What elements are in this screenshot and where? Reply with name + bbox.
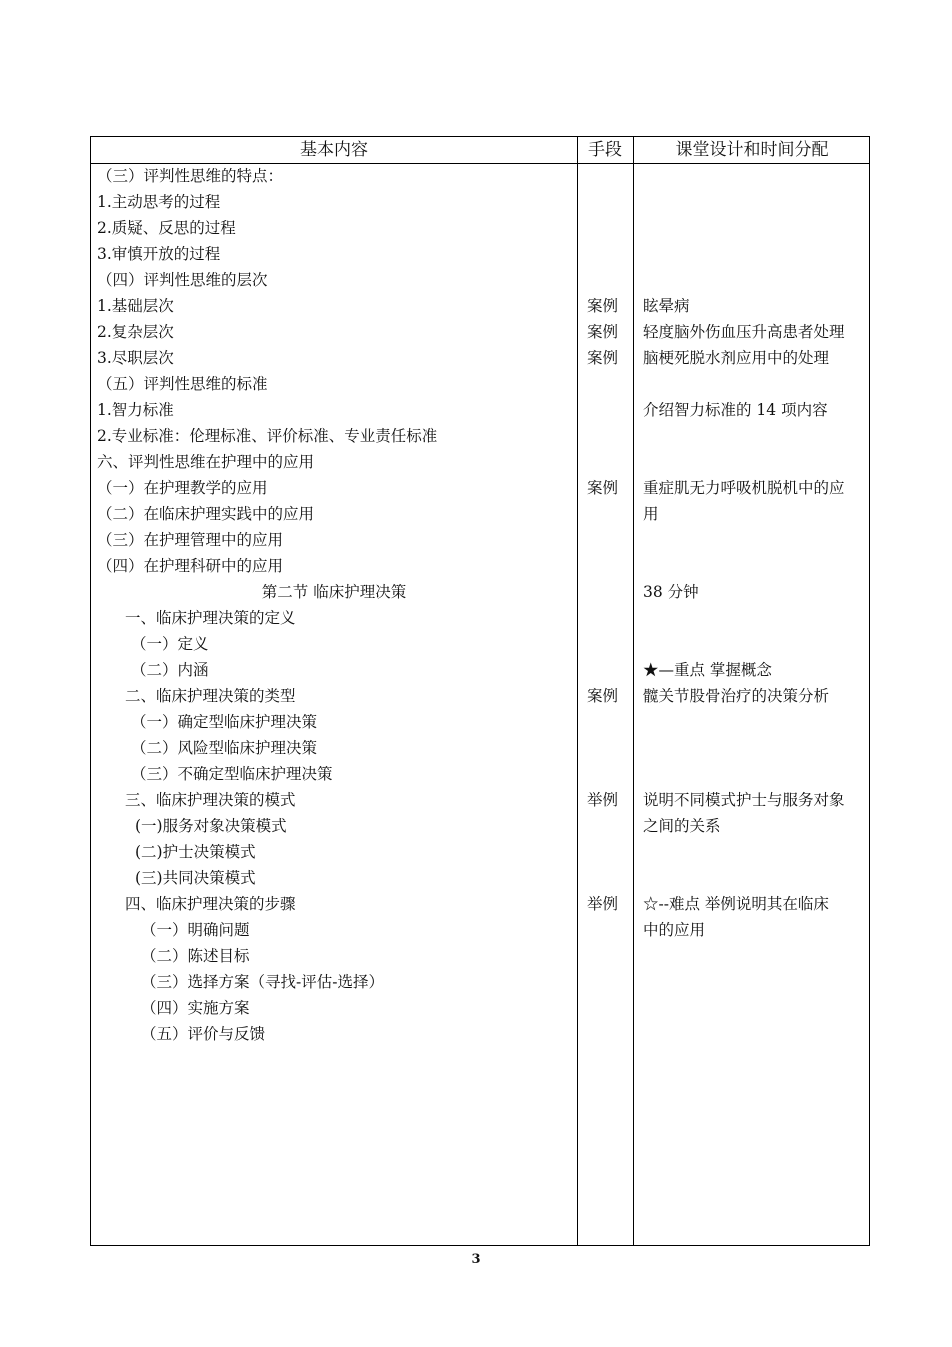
table-row — [91, 293, 871, 319]
section-heading: 第二节 临床护理决策 — [261, 583, 407, 601]
content-cell: （一）在护理教学的应用 — [97, 479, 268, 497]
design-cell — [643, 943, 869, 969]
design-cell — [643, 1021, 869, 1047]
table-row — [91, 995, 871, 1021]
table-row — [91, 397, 871, 423]
method-cell: 案例 — [587, 323, 619, 341]
content-cell: （一）定义 — [131, 635, 209, 653]
design-cell — [643, 215, 869, 241]
table-row — [91, 813, 871, 839]
method-cell — [587, 397, 631, 423]
design-cell: 重症肌无力呼吸机脱机中的应 — [643, 479, 845, 497]
method-cell — [587, 995, 631, 1021]
content-cell: 四、临床护理决策的步骤 — [125, 895, 296, 913]
design-cell — [643, 865, 869, 891]
design-cell: 说明不同模式护士与服务对象 — [643, 791, 845, 809]
header-content: 基本内容 — [300, 140, 368, 160]
method-cell — [587, 709, 631, 735]
design-cell — [643, 735, 869, 761]
table-row — [91, 371, 871, 397]
content-cell: （五）评价与反馈 — [141, 1025, 266, 1043]
method-cell — [587, 163, 631, 189]
design-cell — [643, 969, 869, 995]
content-cell: （三）不确定型临床护理决策 — [131, 765, 333, 783]
table-row — [91, 189, 871, 215]
table-row — [91, 241, 871, 267]
table-row — [91, 475, 871, 501]
table-row — [91, 917, 871, 943]
design-cell: ★—重点 掌握概念 — [643, 661, 772, 679]
table-row — [91, 735, 871, 761]
table-row — [91, 423, 871, 449]
design-cell: 用 — [643, 505, 659, 523]
method-cell — [587, 527, 631, 553]
table-row — [91, 761, 871, 787]
method-cell — [587, 839, 631, 865]
design-cell: 眩晕病 — [643, 297, 690, 315]
design-cell — [643, 423, 869, 449]
method-cell — [587, 761, 631, 787]
design-cell: 轻度脑外伤血压升高患者处理 — [643, 323, 845, 341]
method-cell — [587, 371, 631, 397]
method-cell: 案例 — [587, 687, 619, 705]
content-cell: （二）陈述目标 — [141, 947, 250, 965]
content-cell: 1.基础层次 — [97, 297, 174, 315]
content-cell: （三）在护理管理中的应用 — [97, 531, 284, 549]
table-row — [91, 215, 871, 241]
design-cell — [643, 241, 869, 267]
table-row — [91, 501, 871, 527]
method-cell: 案例 — [587, 297, 619, 315]
content-cell: （四）实施方案 — [141, 999, 250, 1017]
table-row — [91, 969, 871, 995]
design-cell — [643, 553, 869, 579]
method-cell — [587, 631, 631, 657]
content-cell: (一)服务对象决策模式 — [135, 817, 287, 835]
table-row — [91, 865, 871, 891]
table-row — [91, 657, 871, 683]
design-cell — [643, 631, 869, 657]
table-row — [91, 527, 871, 553]
table-row — [91, 787, 871, 813]
method-cell — [587, 189, 631, 215]
design-cell: 脑梗死脱水剂应用中的处理 — [643, 349, 830, 367]
design-cell: 38 分钟 — [643, 583, 699, 601]
header-design: 课堂设计和时间分配 — [675, 140, 829, 160]
content-cell: （二）风险型临床护理决策 — [131, 739, 318, 757]
table-row — [91, 163, 871, 189]
table-row — [91, 891, 871, 917]
design-cell — [643, 839, 869, 865]
design-cell: 介绍智力标准的 14 项内容 — [643, 401, 828, 419]
method-cell — [587, 267, 631, 293]
content-cell: 一、临床护理决策的定义 — [125, 609, 296, 627]
method-cell — [587, 241, 631, 267]
content-cell: (三)共同决策模式 — [135, 869, 256, 887]
method-cell — [587, 605, 631, 631]
table-row — [91, 449, 871, 475]
method-cell: 举例 — [587, 895, 619, 913]
method-cell — [587, 501, 631, 527]
method-cell — [587, 813, 631, 839]
table-row — [91, 1021, 871, 1047]
design-cell — [643, 709, 869, 735]
content-cell: (二)护士决策模式 — [135, 843, 256, 861]
content-cell: 1.主动思考的过程 — [97, 193, 221, 211]
table-row — [91, 605, 871, 631]
method-cell: 案例 — [587, 349, 619, 367]
content-cell: 3.尽职层次 — [97, 349, 174, 367]
content-cell: （一）明确问题 — [141, 921, 250, 939]
table-row — [91, 943, 871, 969]
method-cell — [587, 215, 631, 241]
design-cell — [643, 605, 869, 631]
content-cell: 2.专业标准：伦理标准、评价标准、专业责任标准 — [97, 427, 438, 445]
design-cell — [643, 449, 869, 475]
design-cell — [643, 267, 869, 293]
method-cell — [587, 423, 631, 449]
content-cell: 2.复杂层次 — [97, 323, 174, 341]
method-cell — [587, 917, 631, 943]
content-cell: （一）确定型临床护理决策 — [131, 713, 318, 731]
content-cell: 六、评判性思维在护理中的应用 — [97, 453, 315, 471]
method-cell — [587, 1021, 631, 1047]
method-cell: 举例 — [587, 791, 619, 809]
method-cell — [587, 449, 631, 475]
design-cell — [643, 995, 869, 1021]
content-cell: 3.审慎开放的过程 — [97, 245, 221, 263]
table-row — [91, 683, 871, 709]
table-row — [91, 267, 871, 293]
method-cell — [587, 943, 631, 969]
design-cell: 髋关节股骨治疗的决策分析 — [643, 687, 830, 705]
content-cell: （四）在护理科研中的应用 — [97, 557, 284, 575]
design-cell — [643, 189, 869, 215]
content-cell: （三）评判性思维的特点： — [97, 167, 284, 185]
method-cell — [587, 969, 631, 995]
content-cell: （五）评判性思维的标准 — [97, 375, 268, 393]
page-number: 3 — [471, 1252, 481, 1267]
design-cell: 中的应用 — [643, 921, 706, 939]
design-cell — [643, 371, 869, 397]
content-cell: 二、临床护理决策的类型 — [125, 687, 296, 705]
content-cell: 三、临床护理决策的模式 — [125, 791, 296, 809]
lesson-table — [90, 136, 870, 1246]
method-cell — [587, 579, 631, 605]
design-cell — [643, 527, 869, 553]
content-cell: 1.智力标准 — [97, 401, 174, 419]
method-cell — [587, 865, 631, 891]
design-cell — [643, 761, 869, 787]
content-cell: （三）选择方案（寻找-评估-选择） — [141, 973, 384, 991]
content-cell: （二）在临床护理实践中的应用 — [97, 505, 315, 523]
table-row — [91, 839, 871, 865]
method-cell — [587, 735, 631, 761]
method-cell — [587, 553, 631, 579]
design-cell: ☆--难点 举例说明其在临床 — [643, 895, 829, 913]
table-row — [91, 631, 871, 657]
table-body — [91, 163, 871, 1047]
table-row — [91, 345, 871, 371]
table-row — [91, 553, 871, 579]
content-cell: （二）内涵 — [131, 661, 209, 679]
method-cell — [587, 657, 631, 683]
table-row — [91, 709, 871, 735]
table-row — [91, 579, 871, 605]
table-row — [91, 319, 871, 345]
content-cell: 2.质疑、反思的过程 — [97, 219, 236, 237]
header-method: 手段 — [588, 140, 622, 160]
design-cell — [643, 163, 869, 189]
method-cell: 案例 — [587, 479, 619, 497]
design-cell: 之间的关系 — [643, 817, 721, 835]
content-cell: （四）评判性思维的层次 — [97, 271, 268, 289]
